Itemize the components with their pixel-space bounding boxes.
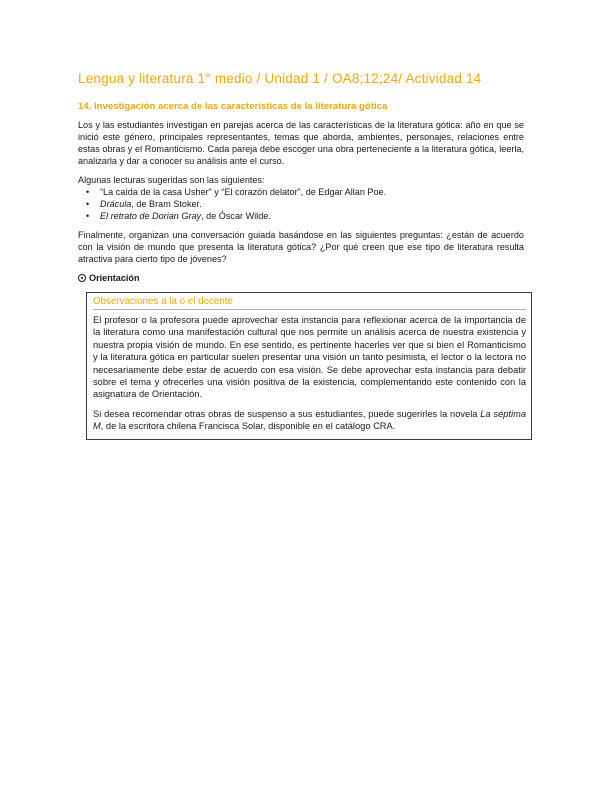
reading-title: Drácula bbox=[100, 199, 132, 209]
activity-closing: Finalmente, organizan una conversación guiada basándose en las siguientes preguntas: ¿están de acuerdo con la visión de mundo que presenta la literatura gótica? ¿Por qué creen que ese tipo de literatura resulta atractiva para cierto tipo de jóvenes? bbox=[78, 230, 524, 264]
reading-title: “La caída de la casa Usher” y “El corazón delator” bbox=[100, 187, 301, 197]
teacher-notes-paragraph bbox=[93, 408, 526, 433]
reading-author: , de Bram Stoker. bbox=[131, 199, 202, 209]
readings-list bbox=[78, 186, 524, 222]
novel-title: La séptima M bbox=[93, 408, 526, 432]
reading-author: , de Edgar Allan Poe. bbox=[300, 187, 387, 197]
list-item bbox=[100, 210, 524, 222]
readings-intro: Algunas lecturas sugeridas son las siguientes: bbox=[78, 175, 265, 185]
orientation-label: Orientación bbox=[89, 273, 140, 283]
teacher-notes-box bbox=[86, 292, 532, 440]
target-icon bbox=[78, 274, 86, 282]
list-item bbox=[100, 198, 524, 210]
recommendation-text-end: , de la escritora chilena Francisca Solar, disponible en el catálogo CRA. bbox=[100, 421, 396, 432]
reading-author: , de Óscar Wilde. bbox=[201, 211, 271, 221]
activity-title: 14. Investigación acerca de las características de la literatura gótica bbox=[78, 101, 388, 112]
teacher-notes-paragraph: El profesor o la profesora puede aprovechar esta instancia para reflexionar acerca de la importancia de la literatura como una manifestación cultural que nos permite un análisis acerca de nuestra existencia y nuestra propia visión de mundo. En ese sentido, es pertinente hacerles ver que si bien el Romanticismo y la literatura gótica en particular suelen presentar una visión un tanto pesimista, el lector o la lectora no necesariamente debe estar de acuerdo con esa visión. Se debe aprovechar esta instancia para debatir sobre el tema y ofrecerles una visión positiva de la existencia, complementando este contenido con la asignatura de Orientación. bbox=[93, 315, 526, 400]
breadcrumb: Lengua y literatura 1° medio / Unidad 1 / OA8;12;24/ Actividad 14 bbox=[78, 71, 482, 86]
recommendation-text: Si desea recomendar otras obras de suspenso a sus estudiantes, puede sugerirles la novela bbox=[93, 408, 481, 419]
activity-intro: Los y las estudiantes investigan en parejas acerca de las características de la literatura gótica: año en que se inició este género, principales representantes, temas que aborda, ambientes, personajes, relaciones entre estas obras y el Romanticismo. Cada pareja debe escoger una obra perteneciente a la literatura gótica, leerla, analizarla y dar a conocer su análisis ante el curso. bbox=[78, 120, 524, 166]
list-item bbox=[100, 186, 524, 198]
orientation-heading bbox=[78, 272, 524, 284]
teacher-notes-title: Observaciones a la o el docente bbox=[93, 296, 526, 310]
reading-title: El retrato de Dorian Gray bbox=[100, 211, 202, 221]
activity-body bbox=[78, 119, 524, 440]
